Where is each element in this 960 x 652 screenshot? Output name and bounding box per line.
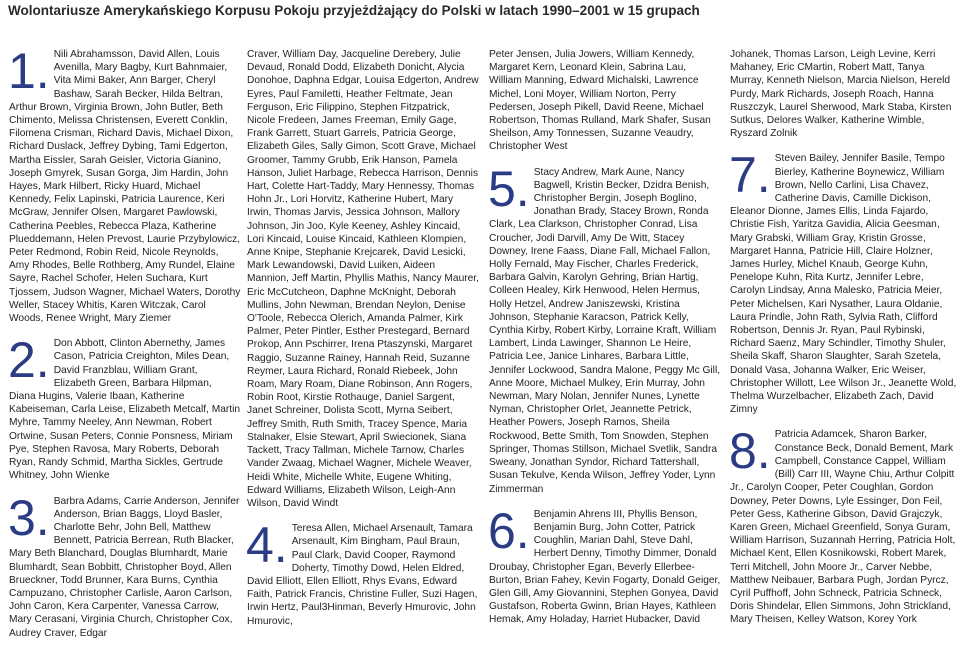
group-block <box>488 160 721 496</box>
group-number: 7. <box>729 147 771 204</box>
column-2 <box>247 48 479 640</box>
group-block <box>8 489 241 640</box>
group-names: Patricia Adamcek, Sharon Barker, Constance Beck, Donald Bement, Mark Campbell, Constance Cappel, William (Bill) Carr III, Wayne Chiu, Arthur Colpitt Jr., Carolyn Cooper, Peter Coughlan, Gordon Downey, Peter Downs, Lyle Essinger, Don Feil, Peter Gess, Katherine Gibson, David Grajczyk, Karen Green, Michael Greenfield, Sonya Guram, William Harrison, Suzannah Herring, Patricia Holt, Michael Kent, Ellen Kosnikowski, Robert Marek, Terri Mitchell, John Moore Jr., Carver Nebbe, Matthew Neibauer, Barbara Pugh, Jordan Pyrcz, Cyril Puffhoff, John Schneck, Patricia Schneck, Doris Shindelar, Ellen Simmons, John Strickland, Mary Theisen, Kelley Watson, Korey York <box>730 429 956 626</box>
group-number: 5. <box>488 160 530 217</box>
group-names: Peter Jensen, Julia Jowers, William Kennedy, Margaret Kern, Leonard Klein, Sabrina Lau, William Manning, Edward Michalski, Lawrence Michel, Loni Moyer, William Norton, Perry Pedersen, Joseph Pikell, David Reene, Michael Robertson, Thomas Rulland, Mark Shafer, Susan Sheilson, Amy Tonnessen, Suzanne Veaudry, Christopher West <box>489 49 711 153</box>
group-block <box>247 48 479 510</box>
column-4 <box>730 48 960 639</box>
group-number: 8. <box>729 423 771 480</box>
group-names: Nili Abrahamsson, David Allen, Louis Avenilla, Mary Bagby, Kurt Bahnmaier, Vita Mimi Baker, Ann Barger, Cheryl Bashaw, Sarah Becker, Hilda Beltran, Arthur Brown, Virginia Brown, John Butler, Beth Chimento, Melissa Christensen, Everett Conklin, Filomena Crisman, Richard Davis, Michael Dixon, Richard Duslack, Jeffrey Dybing, Tami Edgerton, Martha Eissler, Sarah Geisler, Victoria Gianino, Joseph Gmyrek, Susan Gorga, Jim Hardin, John Hayes, Mark Hilbert, Ricky Huard, Michael Kennedy, Felix Lapinski, Patricia Laurence, Keri McGraw, Jennifer Olsen, Margaret Pawlowski, Catherina Peebles, Rebecca Plaza, Katherine Plueddemann, Helen Prevost, Laurie Przybylowicz, Peter Redmond, Robin Reid, Nicole Reynolds, Amy Rhodes, Belle Rothberg, Amy Rundel, Elaine Sayre, Rachel Schofer, Helen Suchara, Kurt Tjossem, Judson Wagner, Michael Waters, Dorothy Weller, Stacey Whitis, Karen Witczak, Carol Woods, Renee Wright, Mary Ziemer <box>9 49 241 325</box>
group-names: Teresa Allen, Michael Arsenault, Tamara Arsenault, Kim Bingham, Paul Braun, Paul Clark, David Cooper, Raymond Doherty, Timothy Dowd, Helen Eldred, David Elliott, Ellen Elliott, Rhys Evans, Edward Faith, Patrick Francis, Christine Fuller, Suzi Hagen, Irwin Hertz, Paul3Hinman, Beverly Hmurovic, John Hmurovic, <box>247 523 478 627</box>
group-names: Johanek, Thomas Larson, Leigh Levine, Kerri Mahaney, Eric CMartin, Robert Matt, Tanya Murray, Kenneth Nielson, Marcia Nielson, Hereld Purdy, Mark Richards, Joseph Roach, Hanna Ruszczyk, Laurel Sherwood, Mark Staba, Kirsten Sutkus, Delores Walker, Katherine Wimble, Ryszard Zolnik <box>730 49 952 140</box>
group-block <box>489 48 721 154</box>
group-block <box>488 502 721 627</box>
group-block <box>8 43 241 325</box>
group-names: Benjamin Ahrens III, Phyllis Benson, Benjamin Burg, John Cotter, Patrick Coughlin, Marian Dahl, Steve Dahl, Herbert Denny, Timothy Dimmer, Donald Droubay, Christopher Egan, Beverly Ellerbee-Burton, Brian Fahey, Kevin Fogarty, Donald Geiger, Glen Gill, Amy Giovannini, Stephen Gonyea, David Gustafson, Roberta Gwinn, Brian Hayes, Kathleen Hemak, Amy Holaday, Harriet Hubacker, David <box>489 508 721 626</box>
group-number: 3. <box>8 489 50 546</box>
column-3 <box>489 48 721 639</box>
group-names: Barbra Adams, Carrie Anderson, Jennifer Anderson, Brian Baggs, Lloyd Basler, Charlotte Behr, John Bell, Matthew Bennett, Patricia Berrean, Ruth Blacker, Mary Beth Blanchard, Douglas Blumhardt, Marie Blumhardt, Sean Bobbitt, Christopher Boyd, Allen Brueckner, Todd Brunner, Kara Burns, Cynthia Campuzano, Christopher Carlisle, Aaron Carlson, John Caron, Kera Carpenter, Vanessa Carrow, Mary Cerasani, Virginia Church, Christopher Cox, Audrey Craver, Edgar <box>9 495 240 639</box>
group-block <box>729 423 960 626</box>
group-block <box>246 517 479 628</box>
group-names: Don Abbott, Clinton Abernethy, James Cason, Patricia Creighton, Miles Dean, David Franzblau, William Grant, Elizabeth Green, Barbara Hilpman, Diana Hugins, Valerie Ibaan, Katherine Kabeiseman, Carla Leise, Elizabeth Metcalf, Martin Myhre, Tammy Neeley, Ann Newman, Robert Ortwine, Susan Peters, Connie Ponsness, Miriam Pye, Stephen Ravosa, Mary Roberts, Deborah Ryan, Randy Schmid, Martha Sickles, Gertrude Whitney, John Wienke <box>9 338 241 482</box>
group-number: 2. <box>8 332 50 389</box>
group-number: 4. <box>246 517 288 574</box>
group-number: 6. <box>488 502 530 559</box>
page-title: Wolontariusze Amerykańskiego Korpusu Pokoju przyjeżdżający do Polski w latach 1990–2001 w 15 grupach <box>8 3 700 18</box>
column-1 <box>8 43 241 652</box>
group-block <box>8 332 241 482</box>
group-names: Steven Bailey, Jennifer Basile, Tempo Bierley, Katherine Boynewicz, William Brown, Nello Carlini, Lisa Chavez, Catherine Davis, Camille Dickison, Eleanor Dionne, James Ellis, Linda Fajardo, Christie Fish, Yaritza Gavidia, Alicia Geesman, Mary Grabski, William Gray, Kristin Grosse, Margaret Hanna, Patricie Hill, Claire Holzner, James Hurley, Michel Knaub, George Kuhn, Penelope Kuhn, Rita Kurtz, Jennifer Lebre, Carolyn Lindsay, Anna Malesko, Patricia Meier, Peter Michelsen, Kari Nysather, Laura Oldanie, Laura Prindle, John Rath, Sylvia Rath, Clifford Robertson, Dennis Jr. Ryan, Paul Rybinski, Richard Saenz, Mary Schindler, Timothy Shuler, Sheila Skaff, Sharon Slaughter, Sarah Szetela, Donald Vasa, Johanna Walker, Eric Weiser, Christopher Willott, Lee Wilson Jr., Jeanette Wold, Thelma Wurzelbacher, Elizabeth Zach, David Zimny <box>730 153 957 416</box>
group-block <box>730 48 960 140</box>
group-names: Stacy Andrew, Mark Aune, Nancy Bagwell, Kristin Becker, Dzidra Benish, Christopher Bergin, Joseph Boglino, Jonathan Brady, Stacey Brown, Ronda Clark, Lea Clarkson, Christopher Conrad, Lisa Croucher, Jodi Darvill, Amy De Witt, Stacey Downey, Irene Faass, Diane Fall, Michael Fallon, Holly Fernald, May Fischer, Charles Frederick, Barbara Galvin, Karolyn Gehring, Brian Hartig, Colleen Healey, Kirk Henwood, Helen Hermus, Holly Hetzel, Andrew Janiszewski, Kristina Johnson, Stephanie Karacson, Patrick Kelly, Cynthia Kirby, Robert Kirby, Lorraine Kraft, William Lambert, Linda Lawinger, Shannon Le Heire, Patricia Lee, Janice Linhares, Barbara Little, Jennifer Lockwood, Sandra Malone, Peggy Mc Gill, Anne Moore, Michael Mulkey, Erin Murray, John Newman, Mary Nolan, Jennifer Nunes, Lynette Nyman, Christopher Orlet, Jeannette Petrick, Heather Powers, Joseph Ramos, Sheila Rockwood, Bette Smith, Tom Snowden, Stephen Springer, Thomas Stillson, Michael Svetlik, Sandra Sweany, Jonathan Syndor, Richard Tattershall, Susan Tekulve, Kenda Wilson, Jeffrey Yoder, Lynn Zimmerman <box>489 166 721 495</box>
group-block <box>729 147 960 416</box>
group-number: 1. <box>8 43 50 99</box>
group-names: Craver, William Day, Jacqueline Derebery, Julie Devaud, Ronald Dodd, Elizabeth Donicht, Alycia Donohoe, Daphna Edgar, Louisa Edgerton, Andrew Eyres, Paul Familetti, Heather Feltmate, Jean Ferguson, Eric Filippino, Stephen Fitzpatrick, Nicole Fredeen, James Freeman, Emily Gage, Frank Garrett, Stuart Garrels, Patricia George, Elizabeth Giles, Sally Gimon, Scott Grave, Michael Groomer, Tammy Grubb, Erik Hanson, Pamela Hanson, Juliet Harbage, Rebecca Harrison, Dennis Hart, Colette Hart-Taddy, Mary Hennessy, Thomas Hohn Jr., Lori Horvitz, Katherine Hubert, Mary Irwin, Thomas Jarvis, Jessica Johnson, Mallory Johnson, Jin Joo, Kyle Keeney, Ashley Kincaid, Lori Kincaid, Louise Kincaid, Kathleen Klompien, Anne Knipe, Stephanie Krejcarek, David Lesicki, Mark Lewandowski, David Luiken, Aideen Mannion, Jeff Martin, Phyllis Mathis, Nancy Maurer, Eric McCutcheon, Daphne McKnight, Deborah Mullins, John Newman, Brendan Neylon, Denise O'Toole, Rebecca Olerich, Amanda Palmer, Kirk Palmer, Peter Pintler, Esther Prestegard, Bernard Prokop, Ann Pschirrer, Irena Ptaszynski, Margaret Raggio, Suzanne Rainey, Hannah Reid, Suzanne Reymer, Laura Richard, Ronald Riebeek, John Roam, Mary Roam, Diane Robinson, Ann Rogers, Robin Root, Kirstie Rothauge, Daniel Sargent, Janet Schreiner, Dolista Scott, Myrna Seibert, Jeffrey Smith, Ruth Smith, Tracey Spence, Maria Stalnaker, Elsie Stewart, April Swiecionek, Siana Tackett, Tracy Tallman, Michele Tarnow, Charles Vander Zwaag, Michael Wagner, Michele Weaver, Heidi White, Michelle White, Eugene Whiting, Edward Williams, Elizabeth Wilson, Leigh-Ann Wilson, David Windt <box>247 49 479 509</box>
